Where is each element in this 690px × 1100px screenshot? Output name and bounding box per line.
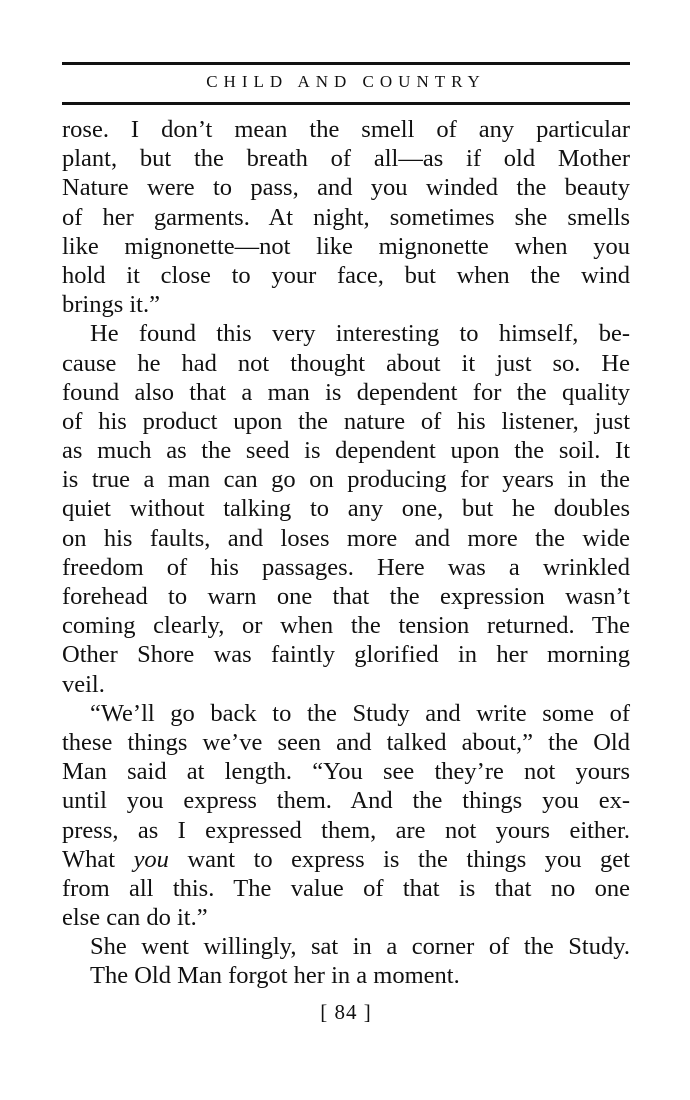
text-line: forehead to warn one that the expression wasn’t (62, 583, 630, 610)
emphasis: you (133, 845, 169, 873)
text-line: these things we’ve seen and talked about,” the Old (62, 728, 630, 756)
text-line: plant, but the breath of all—as if old Mother (62, 145, 630, 173)
text-line: rose. I don’t mean the smell of any particular (62, 116, 630, 143)
text-line: is true a man can go on producing for years in the (62, 466, 630, 494)
text-line: Man said at length. “You see they’re not yours (62, 758, 630, 786)
text-line: quiet without talking to any one, but he doubles (62, 495, 630, 523)
text-line: of his product upon the nature of his listener, just (62, 407, 630, 435)
header-rule (62, 102, 630, 105)
text-line: hold it close to your face, but when the wind (62, 261, 630, 289)
top-rule (62, 62, 630, 65)
text-line: else can do it.” (62, 904, 208, 932)
text-line: on his faults, and loses more and more the wide (62, 524, 630, 552)
text-line: What you want to express is the things you get (62, 845, 630, 873)
text-line: as much as the seed is dependent upon the soil. It (62, 437, 630, 465)
text-line: Other Shore was faintly glorified in her morning (62, 641, 630, 669)
text-line: She went willingly, sat in a corner of the Study. (90, 933, 630, 961)
text-line: press, as I expressed them, are not yours either. (62, 816, 630, 844)
text-line: coming clearly, or when the tension returned. The (62, 612, 630, 640)
text-line: from all this. The value of that is that no one (62, 874, 630, 902)
text-line: cause he had not thought about it just so. He (62, 349, 630, 377)
text-line: of her garments. At night, sometimes she smells (62, 203, 630, 231)
text-line: freedom of his passages. Here was a wrinkled (62, 553, 630, 581)
text-line: veil. (62, 670, 105, 698)
page-number: [ 84 ] (320, 1000, 372, 1024)
text-line: “We’ll go back to the Study and write some of (90, 699, 630, 727)
text-line: found also that a man is dependent for the quality (62, 378, 630, 406)
text-line: until you express them. And the things you ex- (62, 787, 630, 815)
text-line: Nature were to pass, and you winded the beauty (62, 174, 630, 202)
body-text (62, 115, 630, 991)
text-line: He found this very interesting to himself, be- (90, 320, 630, 348)
text-line: like mignonette—not like mignonette when you (62, 232, 630, 260)
text-line: The Old Man forgot her in a moment. (90, 962, 460, 990)
text-line: brings it.” (62, 291, 160, 319)
running-head: CHILD AND COUNTRY (206, 72, 486, 91)
